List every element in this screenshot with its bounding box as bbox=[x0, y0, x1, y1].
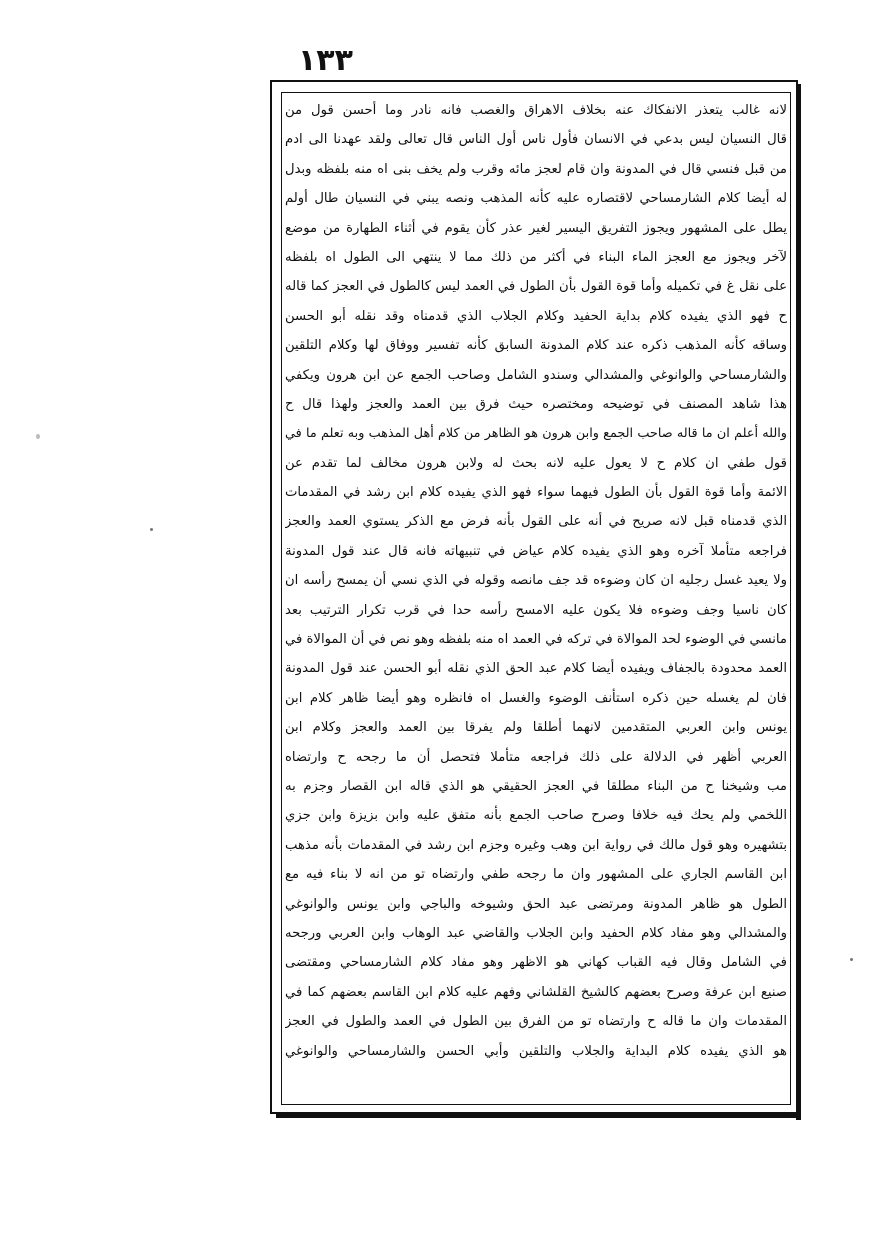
page-number: ١٣٣ bbox=[298, 43, 353, 78]
text-line: في الشامل وقال فيه القباب كهاني هو الاظهر وهو مفاد كلام الشارمساحي ومقتضى bbox=[285, 955, 787, 971]
text-line: قال النسيان ليس بدعي في الانسان فأول ناس أول الناس قال تعالى ولقد عهدنا الى ادم bbox=[285, 132, 787, 148]
text-line: الذي قدمناه قبل لانه صريح في أنه على القول بأنه فرض مع الذكر يستوي العمد والعجز bbox=[285, 514, 787, 530]
text-line: ابن القاسم الجاري على المشهور وان ما رجحه طفي وارتضاه تو من انه لا بناء فيه مع bbox=[285, 867, 787, 883]
text-line: بتشهيره وهو قول مالك في رواية ابن وهب وغيره وجزم ابن رشد في المقدمات بأنه مذهب bbox=[285, 837, 787, 853]
text-line: ح فهو الذي يفيده كلام بداية الحفيد وكلام الجلاب الذي قدمناه وقد نقله أبو الحسن bbox=[285, 308, 787, 324]
text-line: والشارمساحي والوانوغي والمشدالي وسندو الشامل وصاحب الجمع عن ابن هرون ويكفي bbox=[285, 367, 787, 383]
text-line: الائمة وأما قوة القول بأن الطول فيهما سواء فهو الذي يفيده كلام ابن رشد في المقدمات bbox=[285, 485, 787, 501]
text-line: له أيضا كلام الشارمساحي لاقتصاره عليه كأنه المذهب ونصه يبني في النسيان طال أولم bbox=[285, 191, 787, 207]
text-line: ولا يعيد غسل رجليه ان كان وضوءه قد جف مانصه وقوله في الذي نسي أن يمسح رأسه ان bbox=[285, 573, 787, 589]
text-line: لانه غالب يتعذر الانفكاك عنه بخلاف الاهراق والغصب فانه نادر وما أحسن قول من bbox=[285, 103, 787, 118]
page-frame-shadow-right bbox=[796, 84, 801, 1120]
text-line: اللخمي ولم يحك فيه خلافا وصرح صاحب الجمع بأنه متفق عليه وابن بزيزة وابن جزي bbox=[285, 808, 787, 824]
text-block bbox=[285, 96, 787, 1103]
text-line: صنيع ابن عرفة وصرح بعضهم كالشيخ القلشاني وفهم عليه كلام ابن القاسم بعضهم كما في bbox=[285, 984, 787, 1000]
scan-speck bbox=[150, 528, 153, 531]
text-line: هذا شاهد المصنف في توضيحه ومختصره حيث فرق بين العمد والعجز ولهذا قال ح bbox=[285, 396, 787, 412]
text-line: المقدمات وان ما قاله ح وارتضاه تو من الفرق بين الطول في العمد والطول في العجز bbox=[285, 1014, 787, 1030]
text-line: والمشدالي وهو مفاد كلام الحفيد وابن الجلاب والقاضي عبد الوهاب وابن العربي ورجحه bbox=[285, 925, 787, 941]
text-line: يطل على المشهور ويجوز التفريق اليسير لغير عذر كأن يقوم في أثناء الطهارة من موضع bbox=[285, 220, 787, 236]
page-frame-shadow-bottom bbox=[276, 1112, 801, 1118]
text-line: مب وشيخنا ح من البناء مطلقا في العجز الحقيقي هو الذي قاله ابن القصار وجزم به bbox=[285, 778, 787, 794]
scan-speck bbox=[850, 958, 853, 961]
scan-speck bbox=[36, 434, 40, 439]
text-line: يونس وابن العربي المتقدمين لانهما أطلقا ولم يفرقا بين العمد والعجز وكلام ابن bbox=[285, 720, 787, 736]
text-line: مانسي في الوضوء لحد الموالاة في تركه في العمد اه منه بلفظه وهو نص في أن الموالاة في bbox=[285, 632, 787, 648]
text-line: الطول هو ظاهر المدونة ومرتضى عبد الحق وشيوخه والباجي وابن يونس والوانوغي bbox=[285, 896, 787, 912]
text-line: كان ناسيا وجف وضوءه فلا يكون عليه الامسح رأسه حدا في قرب تكرار الترتيب بعد bbox=[285, 602, 787, 618]
text-line: قول طفي ان كلام ح لا يعول عليه لانه بحث له ولابن هرون مخالف لما تقدم عن bbox=[285, 455, 787, 471]
text-line: والله أعلم ان ما قاله صاحب الجمع وابن هرون هو الظاهر من كلام أهل المذهب وبه تعلم ما في bbox=[285, 426, 787, 442]
text-line: فراجعه متأملا آخره وهو الذي يفيده كلام عياض في تنبيهاته فانه قال عند قول المدونة bbox=[285, 543, 787, 559]
text-line: فان لم يغسله حين ذكره استأنف الوضوء والغسل اه فانظره وهو أيضا ظاهر كلام ابن bbox=[285, 690, 787, 706]
text-line: من قبل فنسي قال في المدونة وان قام لعجز مائه وقرب ولم يخف بنى اه منه بلفظه وبدل bbox=[285, 161, 787, 177]
text-line: العربي أظهر في الدلالة على ذلك فراجعه متأملا فتحصل أن ما رجحه ح وارتضاه bbox=[285, 749, 787, 765]
text-line: لآخر ويجوز مع العجز الماء البناء في أكثر من ذلك مما لا ينتهي الى الطول اه بلفظه bbox=[285, 249, 787, 265]
text-line: وساقه كأنه المذهب ذكره عند كلام المدونة السابق كأنه تفسير ووفاق لها وكلام التلقين bbox=[285, 338, 787, 354]
text-line: العمد محدودة بالجفاف ويفيده أيضا كلام عبد الحق الذي نقله أبو الحسن عند قول المدونة bbox=[285, 661, 787, 677]
text-line: هو الذي يفيده كلام البداية والجلاب والتلقين وأبي الحسن والشارمساحي والوانوغي bbox=[285, 1043, 787, 1059]
text-line: على نقل غ في تكميله وأما قوة القول بأن الطول في العمد ليس كالطول في العجز كما قاله bbox=[285, 279, 787, 295]
